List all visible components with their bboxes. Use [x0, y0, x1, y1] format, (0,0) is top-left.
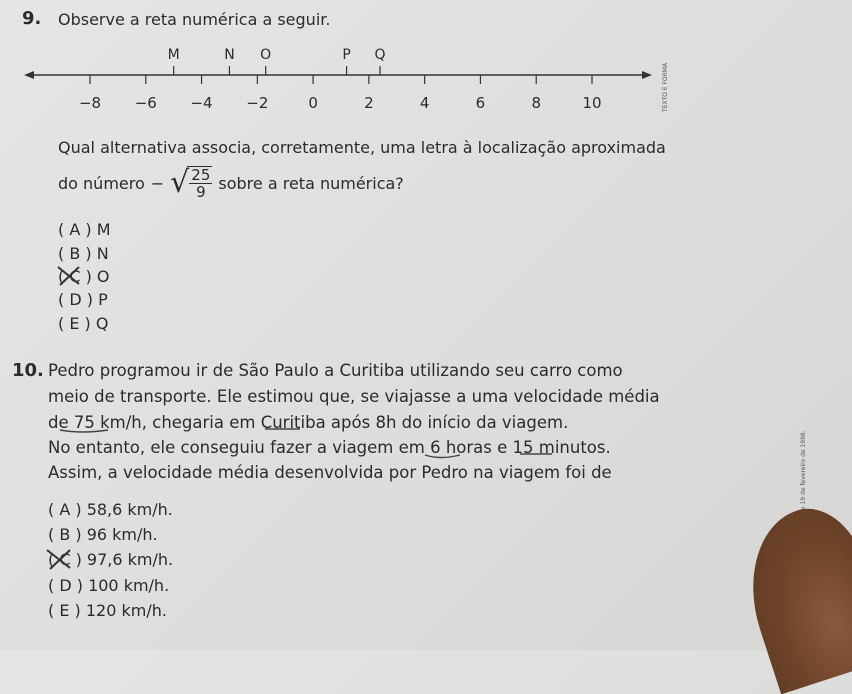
q10-line-1: Pedro programou ir de São Paulo a Curitiba utilizando seu carro como	[48, 361, 623, 380]
number-line	[0, 40, 660, 120]
point-label-m: M	[167, 47, 180, 63]
point-label-q: Q	[374, 47, 386, 63]
minus-sign: −	[150, 173, 165, 193]
question-9-stem-line1: Qual alternativa associa, corretamente, uma letra à localização aproximada	[58, 138, 666, 157]
tick-label: 4	[419, 94, 430, 112]
q9-alternative-c[interactable]: ( C ) O	[58, 267, 110, 286]
stem-suffix: sobre a reta numérica?	[218, 173, 404, 193]
tick-label: −4	[190, 94, 213, 112]
q9-alternative-e[interactable]: ( E ) Q	[58, 314, 109, 333]
q10-line-4: No entanto, ele conseguiu fazer a viagem em 6 horas e 15 minutos.	[48, 438, 611, 457]
q10-alternative-b[interactable]: ( B ) 96 km/h.	[48, 525, 158, 544]
stem-prefix: do número	[58, 173, 145, 193]
tick-label: 6	[475, 94, 486, 112]
question-9-number: 9.	[22, 8, 42, 29]
arrow-right-icon	[642, 71, 652, 79]
tick-label: −6	[134, 94, 157, 112]
fraction	[189, 167, 212, 200]
radical-icon: √	[170, 165, 190, 200]
handwritten-underlines	[0, 420, 660, 540]
tick-label: −8	[78, 94, 102, 112]
fraction-denominator: 9	[196, 183, 206, 201]
handwritten-cross-icon	[44, 546, 76, 572]
square-root	[170, 166, 212, 200]
q9-alternative-a[interactable]: ( A ) M	[58, 220, 111, 239]
q10-line-5: Assim, a velocidade média desenvolvida por Pedro na viagem foi de	[48, 463, 612, 482]
q10-alternative-e[interactable]: ( E ) 120 km/h.	[48, 601, 167, 620]
q10-line-2: meio de transporte. Ele estimou que, se viajasse a uma velocidade média	[48, 387, 660, 406]
q9-alternative-d[interactable]: ( D ) P	[58, 290, 108, 309]
fraction-numerator: 25	[191, 166, 211, 184]
point-label-n: N	[224, 47, 235, 63]
question-10-number: 10.	[12, 360, 44, 381]
q10-alternative-d[interactable]: ( D ) 100 km/h.	[48, 576, 170, 595]
finger-photo-edge	[729, 496, 852, 694]
tick-label: 2	[364, 94, 374, 112]
question-9-stem-line2	[58, 166, 404, 200]
question-9-title: Observe a reta numérica a seguir.	[58, 10, 331, 29]
q10-alternative-c[interactable]: ( C ) 97,6 km/h.	[48, 550, 174, 569]
point-label-p: P	[342, 47, 351, 63]
q10-line-3: de 75 km/h, chegaria em Curitiba após 8h do início da viagem.	[48, 413, 569, 432]
tick-label: 10	[582, 94, 602, 112]
handwritten-cross-icon	[55, 264, 85, 288]
arrow-left-icon	[24, 71, 34, 79]
tick-label: 8	[531, 94, 541, 112]
q9-alternative-b[interactable]: ( B ) N	[58, 244, 109, 263]
side-label-texto-e-forma: TEXTO E FORMA	[662, 62, 669, 112]
q10-alternative-a[interactable]: ( A ) 58,6 km/h.	[48, 500, 173, 519]
tick-label: 0	[308, 94, 318, 112]
tick-label: −2	[246, 94, 269, 112]
point-label-o: O	[260, 47, 272, 63]
